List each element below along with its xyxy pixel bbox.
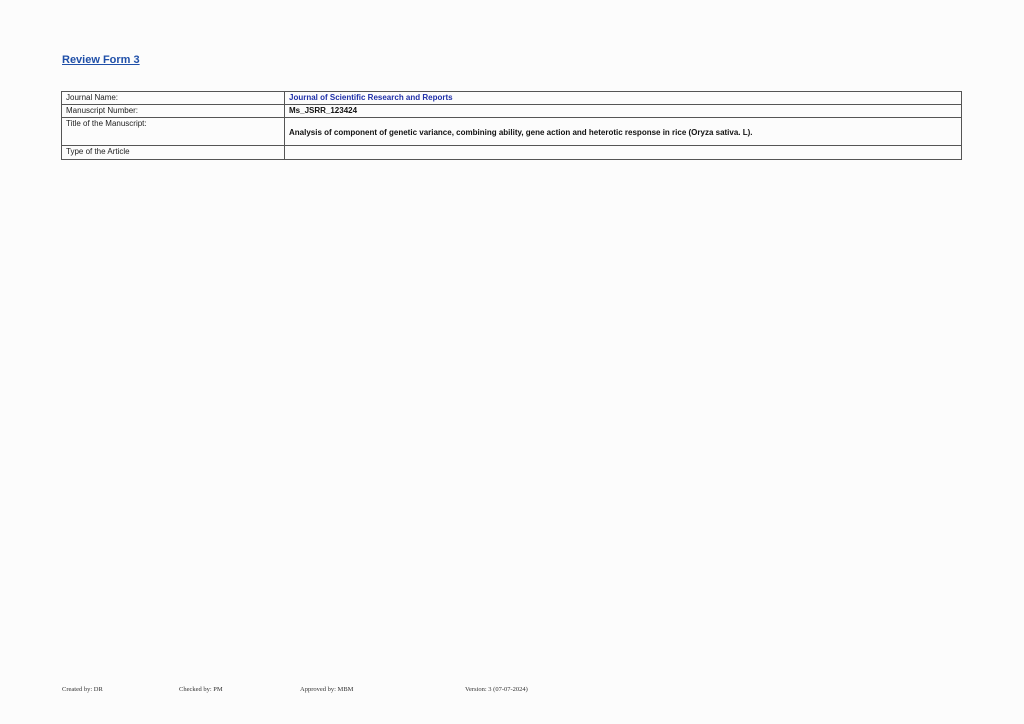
table-row-manuscript-number [62,105,962,118]
journal-name-value: Journal of Scientific Research and Reports [289,93,453,102]
article-type-label: Type of the Article [62,146,285,160]
article-type-value [285,146,962,160]
manuscript-title-label: Title of the Manuscript: [62,118,285,146]
manuscript-number-label: Manuscript Number: [62,105,285,118]
footer-checked-by: Checked by: PM [179,686,223,693]
footer-version: Version: 3 (07-07-2024) [465,686,528,693]
footer-created-by: Created by: DR [62,686,103,693]
manuscript-number-cell [285,105,962,118]
journal-name-label: Journal Name: [62,92,285,105]
manuscript-title-value: Analysis of component of genetic variance, combining ability, gene action and heterotic response in rice (Oryza sativa. L). [289,128,753,137]
table-row-manuscript-title [62,118,962,146]
table-row-journal-name [62,92,962,105]
manuscript-title-cell [285,118,962,146]
form-title: Review Form 3 [62,54,140,66]
page-footer [0,686,1024,698]
manuscript-info-table [61,91,962,160]
journal-name-cell [285,92,962,105]
table-row-article-type [62,146,962,160]
manuscript-number-value: Ms_JSRR_123424 [289,106,358,115]
footer-approved-by: Approved by: MBM [300,686,354,693]
